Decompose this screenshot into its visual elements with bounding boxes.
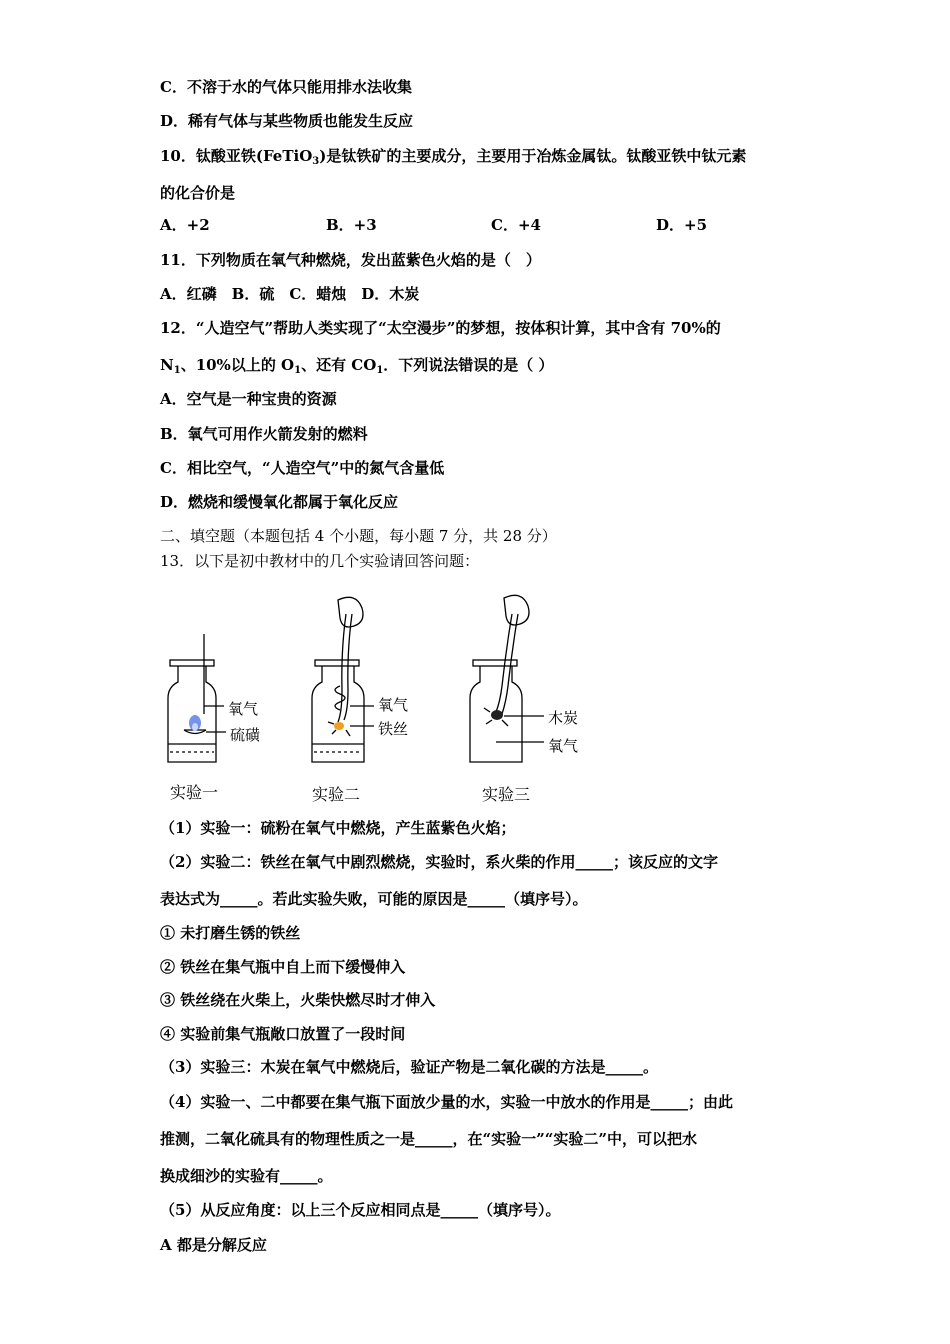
- exp2-caption: 实验二: [312, 785, 361, 804]
- q12-stem-line2: [160, 355, 554, 381]
- q10-stem-line1: [160, 146, 746, 172]
- q13-part4-line1: （4）实验一、二中都要在集气瓶下面放少量的水，实验一中放水的作用是_____；由此: [160, 1093, 733, 1111]
- q10-stem-line2: 的化合价是: [160, 184, 236, 202]
- q12-n: N: [160, 356, 174, 374]
- q9-option-d: D．稀有气体与某些物质也能发生反应: [160, 112, 414, 130]
- exp2-label-gas: 氧气: [378, 696, 409, 714]
- exp2-coil: [335, 686, 345, 710]
- q13-part3: （3）实验三：木炭在氧气中燃烧后，验证产物是二氧化碳的方法是_____。: [160, 1058, 658, 1076]
- q11-options: A．红磷 B．硫 C．蜡烛 D．木炭: [160, 285, 420, 303]
- q12-option-a: A．空气是一种宝贵的资源: [160, 390, 337, 408]
- q10-option-b: B．+3: [326, 216, 377, 234]
- q10-option-a: A．+2: [160, 216, 210, 234]
- exp2-wire: [338, 614, 346, 722]
- q12-sub2: 1: [294, 365, 302, 376]
- exp2-label-item: 铁丝: [378, 720, 409, 738]
- q13-part2-line1: （2）实验二：铁丝在氧气中剧烈燃烧，实验时，系火柴的作用_____；该反应的文字: [160, 853, 718, 871]
- q12-sub1: 1: [173, 365, 181, 376]
- q13-stem: 13．以下是初中教材中的几个实验请回答问题：: [160, 552, 480, 570]
- q13-choice-1: ① 未打磨生锈的铁丝: [160, 924, 301, 942]
- exp3-label-gas: 氧气: [548, 737, 579, 755]
- exp1-label-gas: 氧气: [228, 700, 259, 718]
- q13-part4-line3: 换成细沙的实验有_____。: [160, 1167, 333, 1185]
- q12-mid2: 、还有 CO: [301, 356, 377, 374]
- q12-stem-line1: 12．“人造空气”帮助人类实现了“太空漫步”的梦想，按体积计算，其中含有 70%的: [160, 319, 721, 337]
- q13-choice-3: ③ 铁丝绕在火柴上，火柴快燃尽时才伸入: [160, 991, 436, 1009]
- q12-option-d: D．燃烧和缓慢氧化都属于氧化反应: [160, 493, 399, 511]
- section-2-heading: 二、填空题（本题包括 4 个小题，每小题 7 分，共 28 分）: [160, 527, 557, 545]
- exp3-spark: [484, 708, 490, 712]
- exp3-label-item: 木炭: [548, 709, 579, 727]
- q12-option-b: B．氧气可用作火箭发射的燃料: [160, 425, 368, 443]
- exp2-bottle: [312, 666, 364, 762]
- q12-option-c: C．相比空气，“人造空气”中的氮气含量低: [160, 459, 445, 477]
- q11-stem: 11．下列物质在氧气种燃烧，发出蓝紫色火焰的是（ ）: [160, 251, 541, 269]
- q13-choice-4: ④ 实验前集气瓶敞口放置了一段时间: [160, 1025, 406, 1043]
- q10-subscript: 3: [312, 156, 320, 167]
- exp1-flame-core: [192, 723, 198, 731]
- q13-choice-2: ② 铁丝在集气瓶中自上而下缓慢伸入: [160, 958, 406, 976]
- q12-end: ．下列说法错误的是（ ）: [383, 356, 554, 374]
- exp1-label-item: 硫磺: [230, 726, 261, 744]
- q10-option-d: D．+5: [656, 216, 708, 234]
- exp2-spark: [328, 722, 334, 724]
- q10-stem-part2: )是钛铁矿的主要成分，主要用于冶炼金属钛。钛酸亚铁中钛元素: [319, 147, 747, 165]
- exp3-spark: [486, 720, 492, 724]
- q13-part4-line2: 推测，二氧化硫具有的物理性质之一是_____，在“实验一”“实验二”中，可以把水: [160, 1130, 698, 1148]
- exp2-wire-2: [344, 614, 352, 720]
- exp1-lid: [170, 660, 214, 666]
- experiment-figure: [160, 590, 620, 810]
- exp1-caption: 实验一: [170, 783, 219, 802]
- q9-option-c: C．不溶于水的气体只能用排水法收集: [160, 78, 412, 96]
- q13-option-a: A 都是分解反应: [160, 1236, 267, 1254]
- exp2-spark: [346, 730, 350, 736]
- q12-sub3: 1: [376, 365, 384, 376]
- exp2-flame: [334, 722, 344, 730]
- q10-stem-part1: 10．钛酸亚铁(FeTiO: [160, 147, 313, 165]
- q10-option-c: C．+4: [491, 216, 541, 234]
- exp3-caption: 实验三: [482, 785, 531, 804]
- exp3-charcoal: [491, 710, 503, 720]
- q12-mid: 、10%以上的 O: [180, 356, 295, 374]
- exp3-spark: [502, 720, 508, 726]
- exp1-bottle: [168, 666, 216, 762]
- q13-part1: （1）实验一：硫粉在氧气中燃烧，产生蓝紫色火焰；: [160, 819, 516, 837]
- q13-part5: （5）从反应角度：以上三个反应相同点是_____（填序号）。: [160, 1201, 561, 1219]
- exp2-lid: [315, 660, 359, 666]
- exp2-spark: [332, 730, 336, 734]
- q13-part2-line2: 表达式为_____。若此实验失败，可能的原因是_____（填序号）。: [160, 890, 588, 908]
